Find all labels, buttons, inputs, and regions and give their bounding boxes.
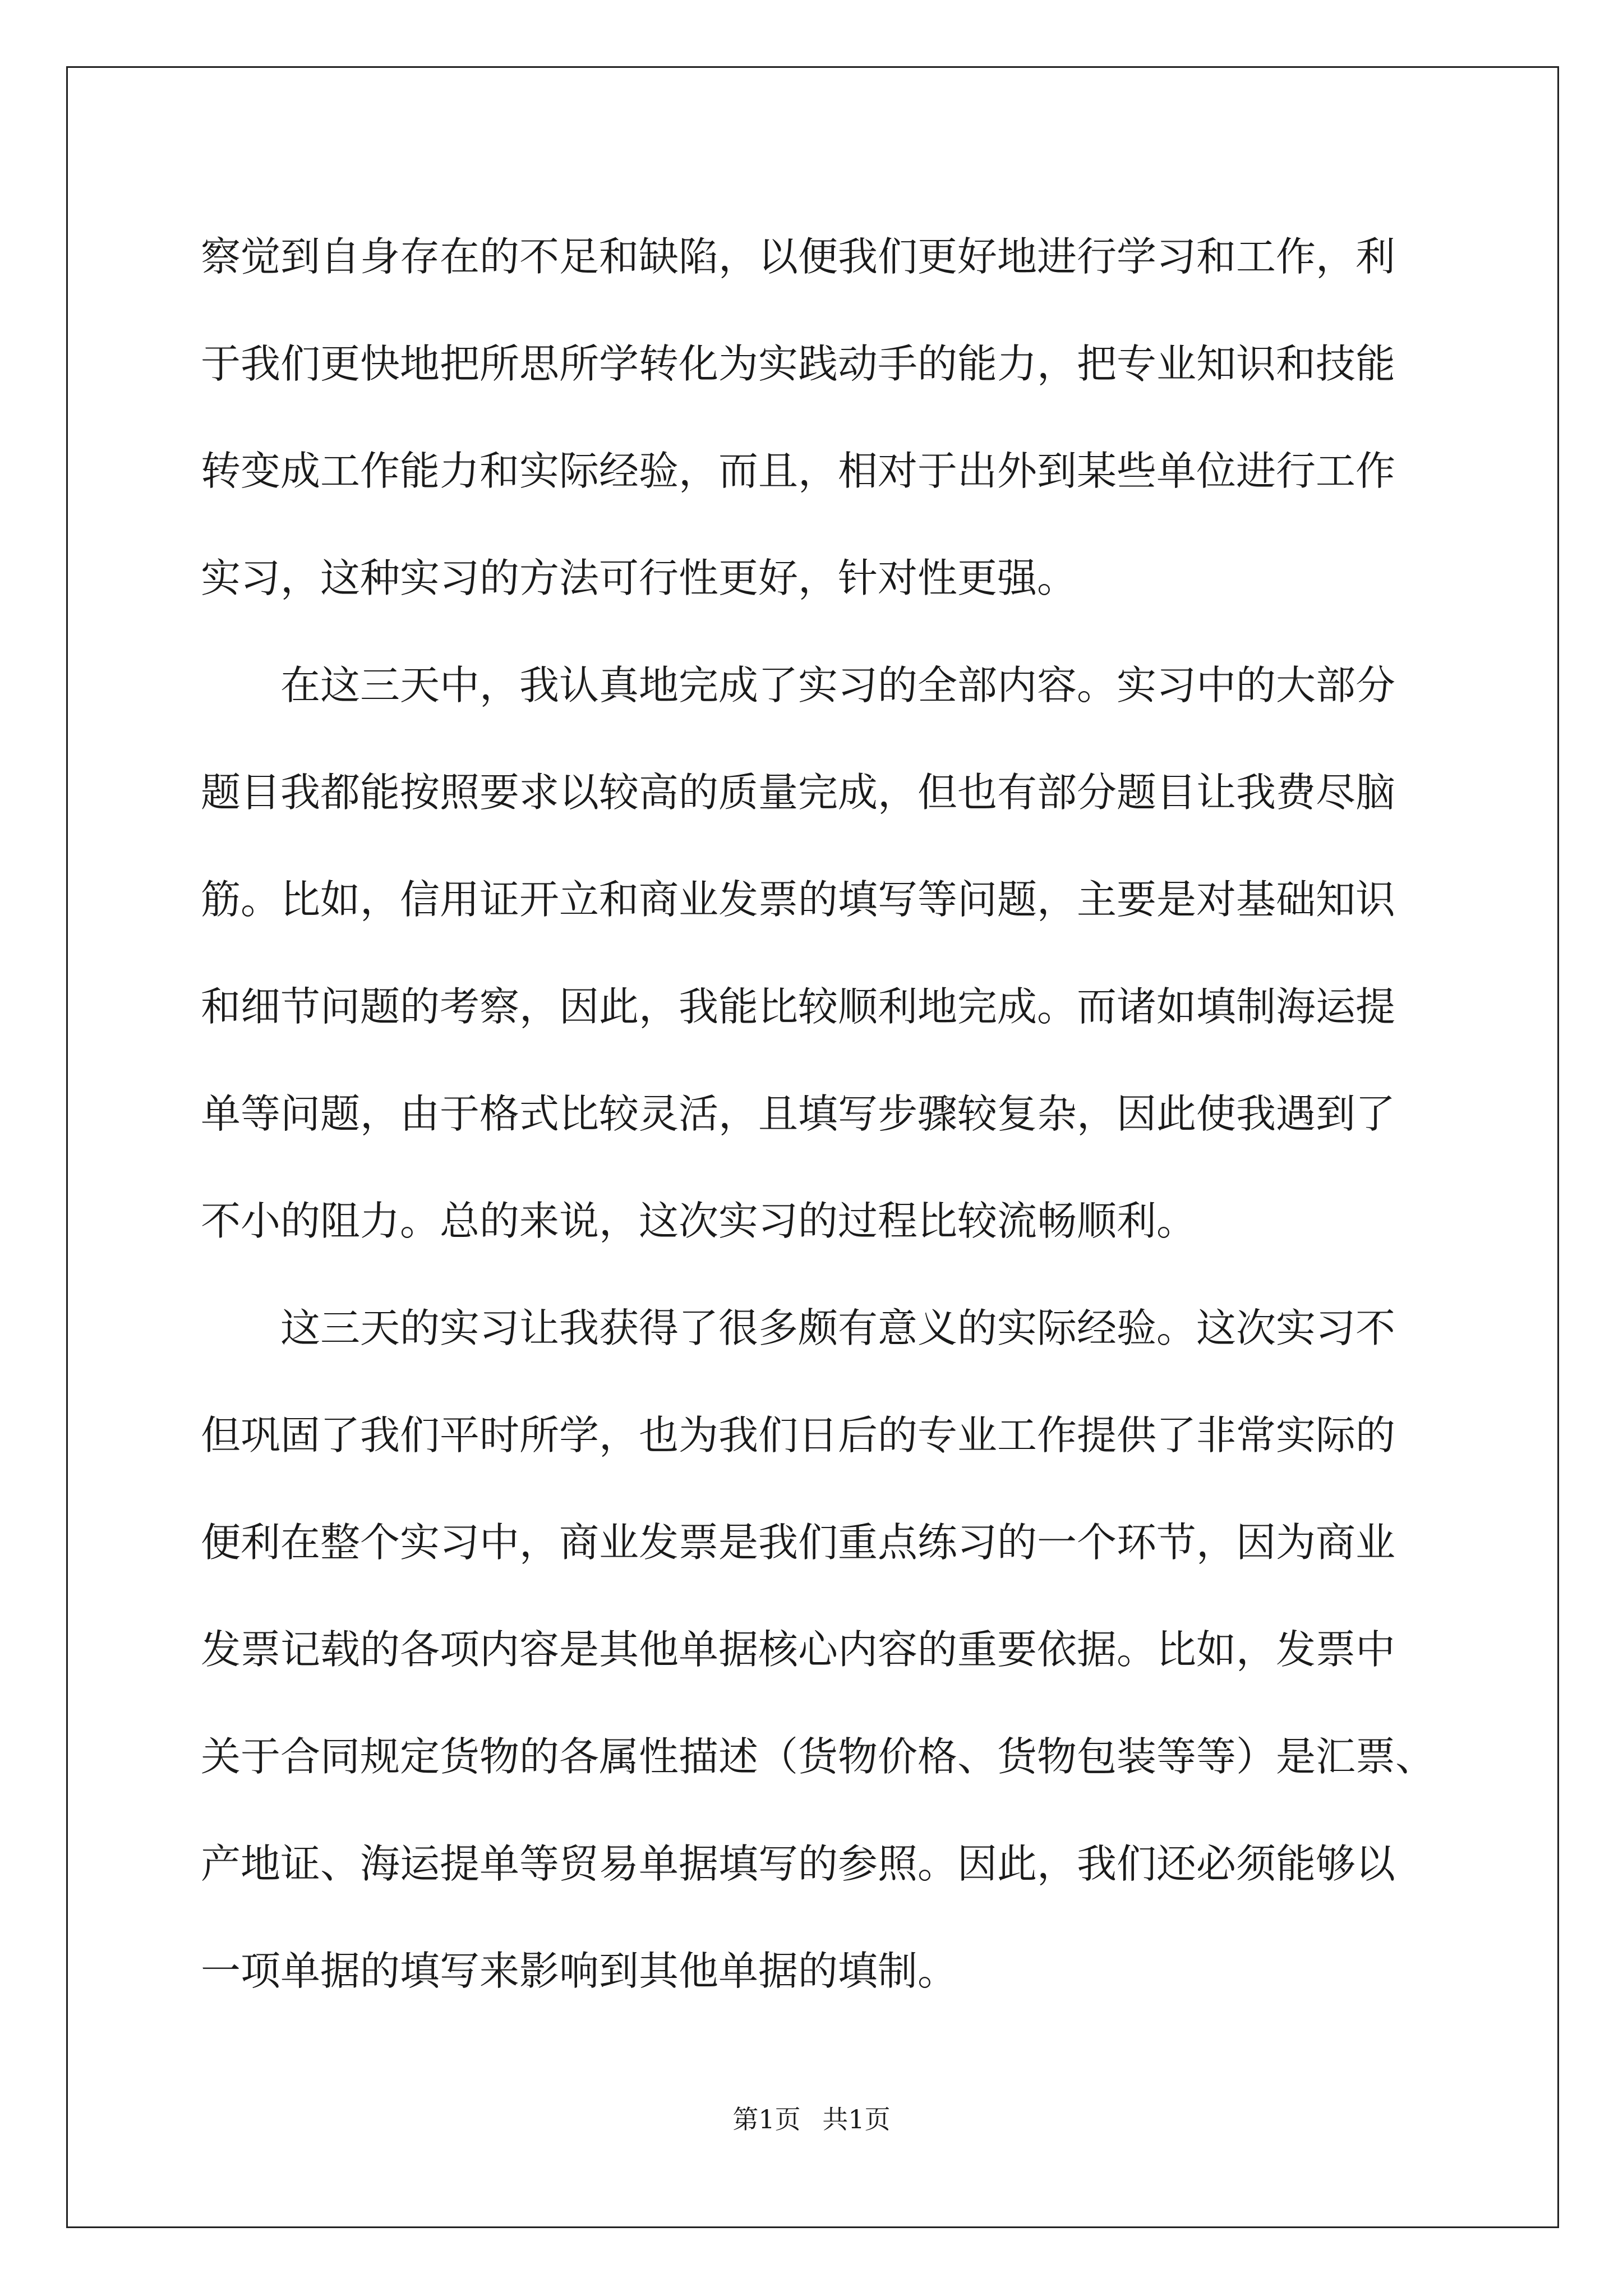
page-footer <box>0 2099 1623 2136</box>
text-line: 筋。比如，信用证开立和商业发票的填写等问题，主要是对基础知识 <box>201 876 1396 923</box>
text-line: 察觉到自身存在的不足和缺陷，以便我们更好地进行学习和工作，利 <box>201 233 1396 280</box>
text-line: 产地证、海运提单等贸易单据填写的参照。因此，我们还必须能够以 <box>201 1841 1396 1887</box>
text-line: 发票记载的各项内容是其他单据核心内容的重要依据。比如，发票中 <box>201 1626 1396 1673</box>
text-line: 不小的阻力。总的来说，这次实习的过程比较流畅顺利。 <box>201 1198 1197 1244</box>
text-line: 便利在整个实习中，商业发票是我们重点练习的一个环节，因为商业 <box>201 1519 1396 1566</box>
text-line: 和细节问题的考察，因此，我能比较顺利地完成。而诸如填制海运提 <box>201 983 1396 1030</box>
text-line: 于我们更快地把所思所学转化为实践动手的能力，把专业知识和技能 <box>201 341 1396 387</box>
text-line: 在这三天中，我认真地完成了实习的全部内容。实习中的大部分 <box>201 662 1396 708</box>
page-number: 第1页 <box>732 2104 801 2134</box>
document-body <box>201 203 1443 2024</box>
text-line: 转变成工作能力和实际经验，而且，相对于出外到某些单位进行工作 <box>201 448 1396 494</box>
text-line: 但巩固了我们平时所学，也为我们日后的专业工作提供了非常实际的 <box>201 1412 1396 1458</box>
text-line: 关于合同规定货物的各属性描述（货物价格、货物包装等等）是汇票、 <box>201 1733 1436 1780</box>
page-total: 共1页 <box>822 2104 891 2134</box>
text-line: 单等问题，由于格式比较灵活，且填写步骤较复杂，因此使我遇到了 <box>201 1091 1396 1137</box>
text-line: 实习，这种实习的方法可行性更好，针对性更强。 <box>201 555 1077 601</box>
text-line: 一项单据的填写来影响到其他单据的填制。 <box>201 1948 958 1994</box>
text-line: 题目我都能按照要求以较高的质量完成，但也有部分题目让我费尽脑 <box>201 769 1396 816</box>
text-line: 这三天的实习让我获得了很多颇有意义的实际经验。这次实习不 <box>201 1305 1396 1351</box>
